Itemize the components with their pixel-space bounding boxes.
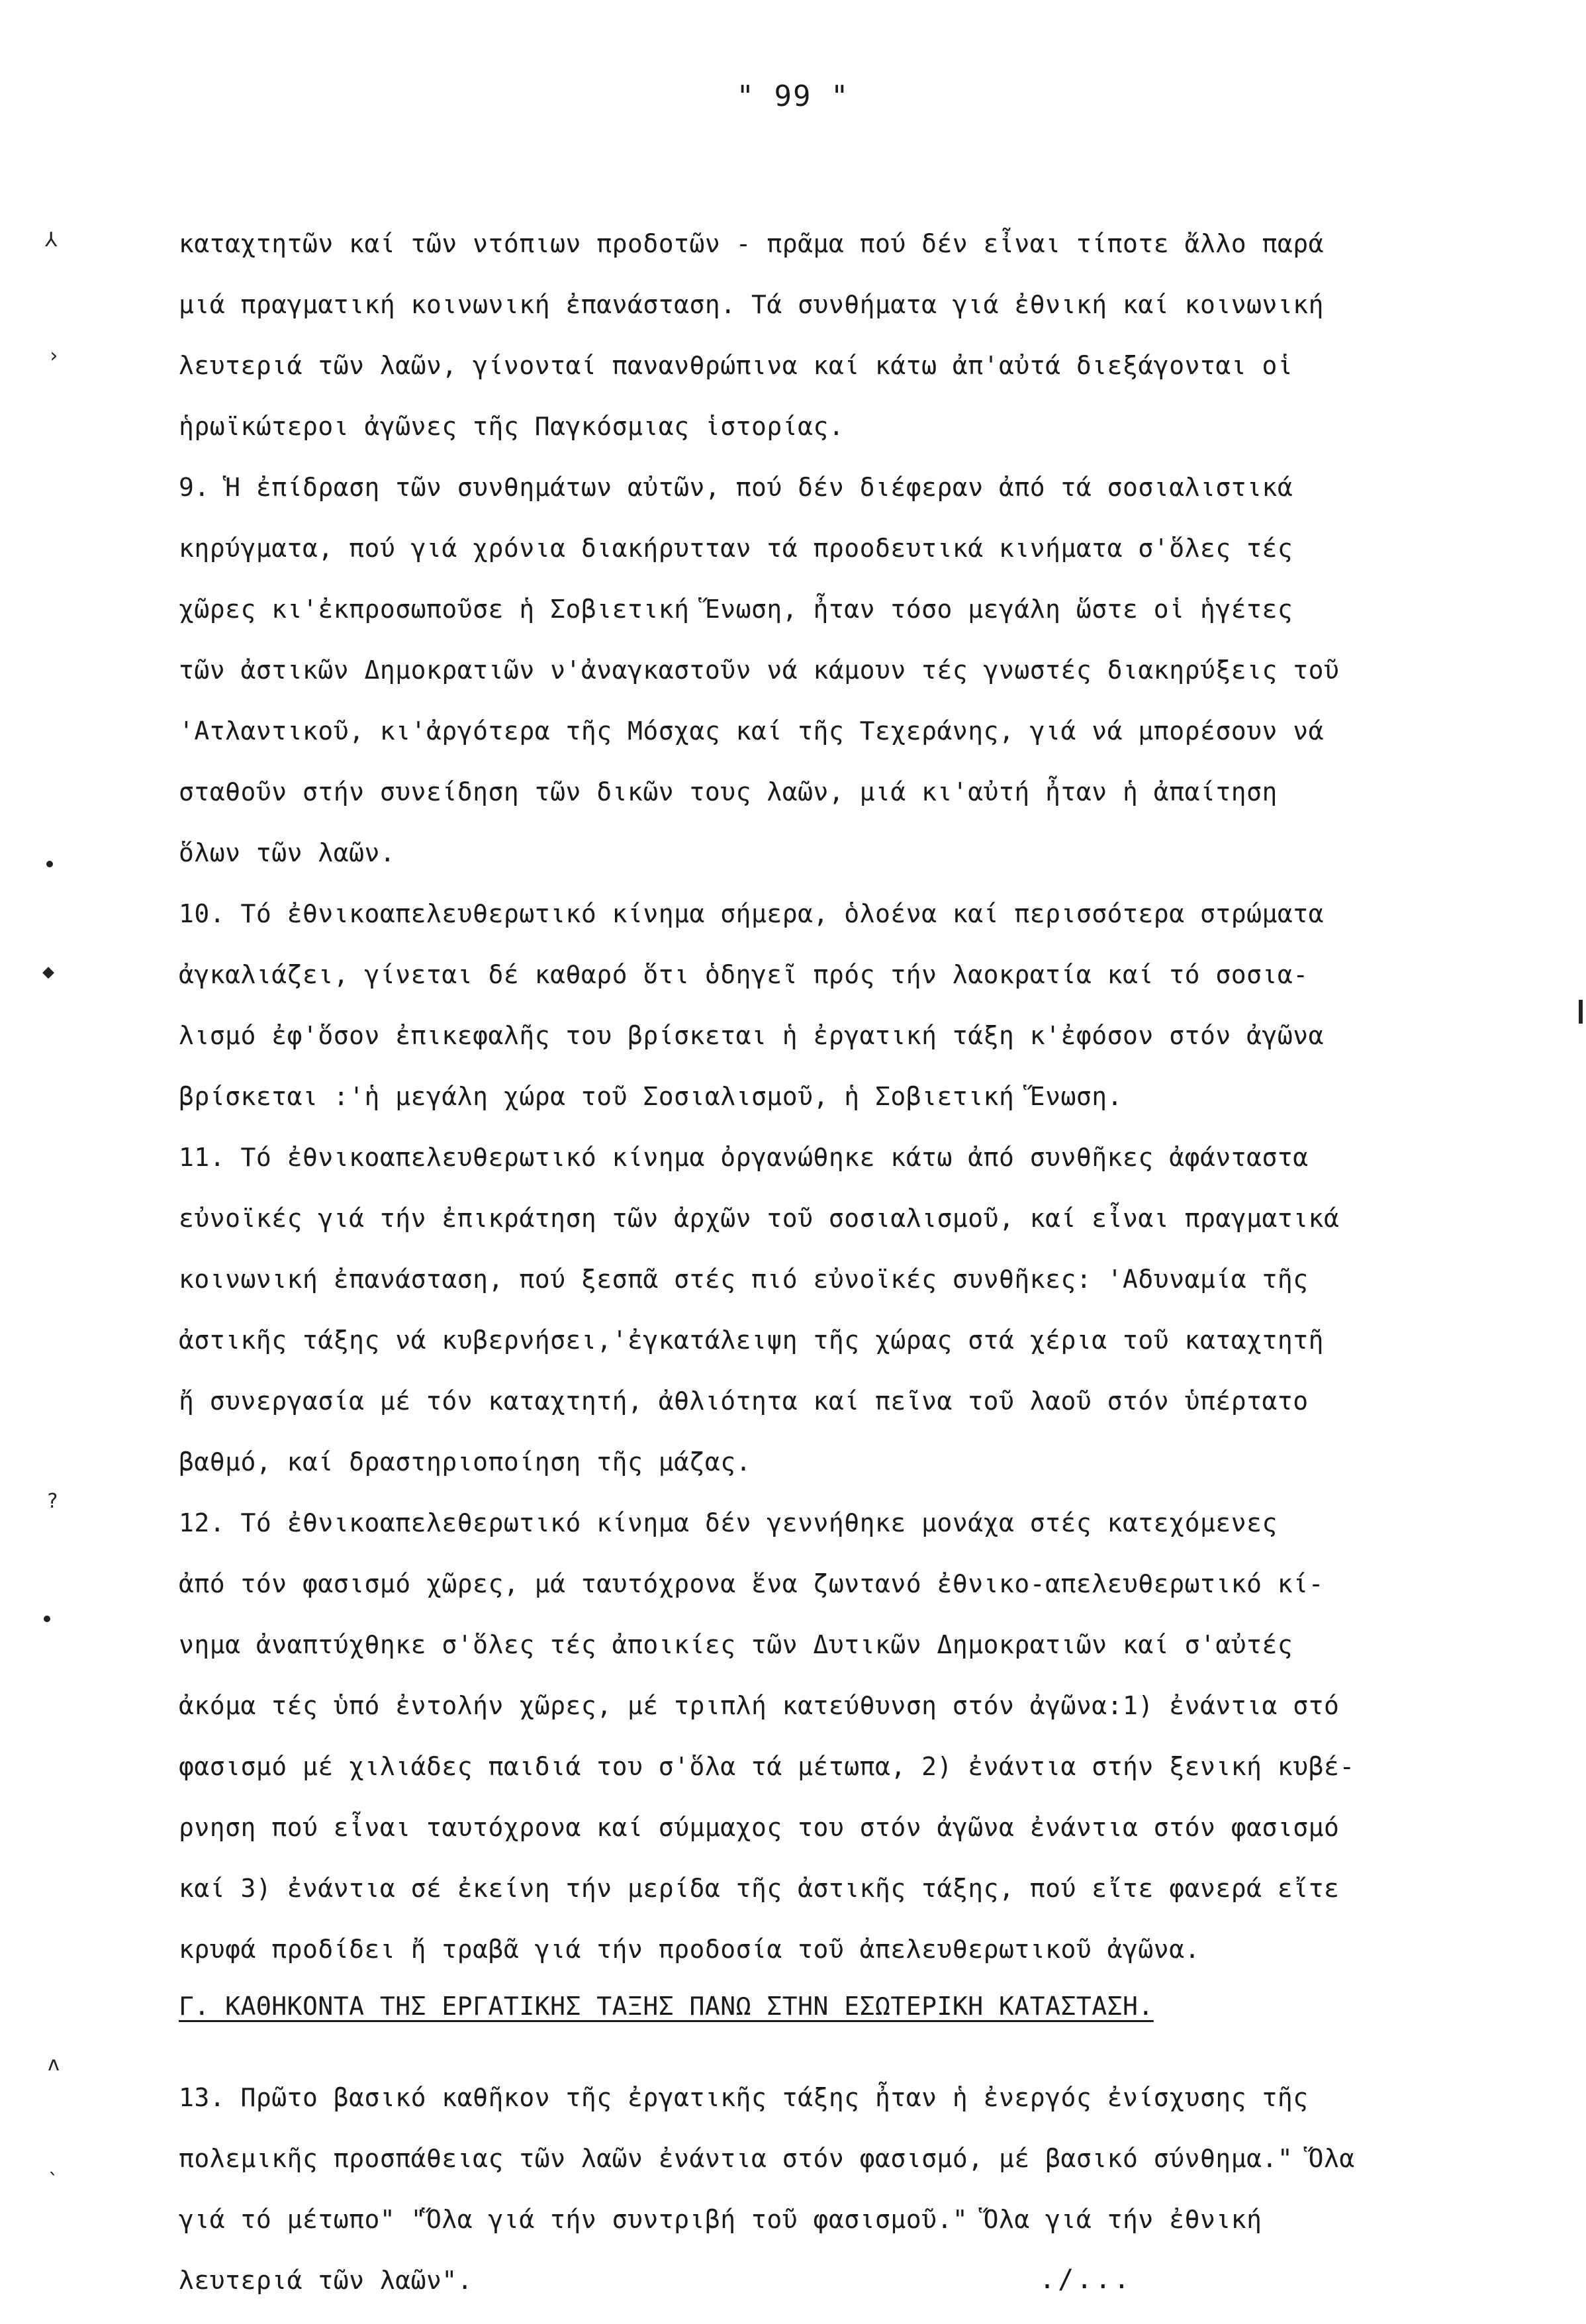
text-line: κηρύγματα, πού γιά χρόνια διακήρυτταν τά προοδευτικά κινήματα σ'ὅλες τές [179, 534, 1293, 563]
margin-mark: ? [46, 1490, 59, 1513]
continuation-mark: ./... [1039, 2264, 1133, 2295]
text-line: σταθοῦν στήν συνείδηση τῶν δικῶν τους λαῶν, μιά κι'αὐτή ἦταν ἡ ἀπαίτηση [179, 777, 1278, 806]
text-line: εὐνοϊκές γιά τήν ἐπικράτηση τῶν ἀρχῶν τοῦ σοσιαλισμοῦ, καί εἶναι πραγματικά [179, 1204, 1340, 1233]
text-line: καί 3) ἐνάντια σέ ἐκείνη τήν μερίδα τῆς ἀστικῆς τάξης, πού εἴτε φανερά εἴτε [179, 1874, 1340, 1903]
margin-mark: ◆ [42, 960, 55, 983]
margin-mark: › [48, 344, 60, 367]
text-line: 'Ατλαντικοῦ, κι'ἀργότερα τῆς Μόσχας καί τῆς Τεχεράνης, γιά νά μπορέσουν νά [179, 716, 1324, 746]
text-line: 10. Τό ἐθνικοαπελευθερωτικό κίνημα σήμερα, ὁλοένα καί περισσότερα στρώματα [179, 899, 1324, 928]
text-line: ἀπό τόν φασισμό χῶρες, μά ταυτόχρονα ἕνα ζωντανό ἐθνικο-απελευθερωτικό κί- [179, 1569, 1324, 1598]
text-line: βρίσκεται :'ἡ μεγάλη χώρα τοῦ Σοσιαλισμοῦ, ἡ Σοβιετική Ἕνωση. [179, 1082, 1123, 1111]
text-line: ἤ συνεργασία μέ τόν καταχτητή, ἀθλιότητα καί πεῖνα τοῦ λαοῦ στόν ὑπέρτατο [179, 1386, 1309, 1416]
text-line: κρυφά προδίδει ἤ τραβᾶ γιά τήν προδοσία τοῦ ἀπελευθερωτικοῦ ἀγῶνα. [179, 1935, 1200, 1964]
spacer [179, 2041, 1503, 2067]
margin-mark: ˎ [46, 2152, 59, 2175]
text-line: χῶρες κι'ἐκπροσωποῦσε ἡ Σοβιετική Ἕνωση, ἦταν τόσο μεγάλη ὥστε οἱ ἡγέτες [179, 595, 1293, 624]
page-number: " 99 " [736, 79, 850, 113]
margin-mark: ʌ [48, 2053, 60, 2076]
text-line: κοινωνική ἐπανάσταση, πού ξεσπᾶ στές πιό εὐνοϊκές συνθῆκες: 'Αδυναμία τῆς [179, 1265, 1309, 1294]
text-line: λευτεριά τῶν λαῶν, γίνονταί πανανθρώπινα καί κάτω ἀπ'αὐτά διεξάγονται οἱ [179, 351, 1293, 380]
text-line: 13. Πρῶτο βασικό καθῆκον τῆς ἐργατικῆς τάξης ἦταν ἡ ἐνεργός ἐνίσχυσης τῆς [179, 2083, 1309, 2112]
text-line: τῶν ἀστικῶν Δημοκρατιῶν ν'ἀναγκαστοῦν νά κάμουν τές γνωστές διακηρύξεις τοῦ [179, 655, 1340, 685]
text-line: 9. Ἡ ἐπίδραση τῶν συνθημάτων αὐτῶν, πού δέν διέφεραν ἀπό τά σοσιαλιστικά [179, 473, 1293, 502]
text-line: μιά πραγματική κοινωνική ἐπανάσταση. Τά συνθήματα γιά ἐθνική καί κοινωνική [179, 290, 1324, 319]
text-line: ρνηση πού εἶναι ταυτόχρονα καί σύμμαχος του στόν ἀγῶνα ἐνάντια στόν φασισμό [179, 1813, 1340, 1842]
text-line: γιά τό μέτωπο" "Ὅλα γιά τήν συντριβή τοῦ φασισμοῦ." Ὅλα γιά τήν ἐθνική [179, 2205, 1262, 2234]
document-body [179, 213, 1503, 2311]
margin-mark: ⅄ [45, 228, 58, 252]
text-line: ἀστικῆς τάξης νά κυβερνήσει,'ἐγκατάλειψη τῆς χώρας στά χέρια τοῦ καταχτητῆ [179, 1326, 1324, 1355]
text-line: νημα ἀναπτύχθηκε σ'ὅλες τές ἀποικίες τῶν Δυτικῶν Δημοκρατιῶν καί σ'αὐτές [179, 1630, 1293, 1659]
text-line: 12. Τό ἐθνικοαπελεθερωτικό κίνημα δέν γεννήθηκε μονάχα στές κατεχόμενες [179, 1508, 1278, 1537]
margin-dot [44, 1616, 50, 1622]
text-line: βαθμό, καί δραστηριοποίηση τῆς μάζας. [179, 1447, 751, 1477]
margin-bar [1579, 1000, 1583, 1024]
text-line: 11. Τό ἐθνικοαπελευθερωτικό κίνημα ὀργανώθηκε κάτω ἀπό συνθῆκες ἀφάνταστα [179, 1143, 1309, 1172]
text-line: λισμό ἐφ'ὅσον ἐπικεφαλῆς του βρίσκεται ἡ ἐργατική τάξη κ'ἐφόσον στόν ἀγῶνα [179, 1021, 1324, 1050]
text-line: καταχτητῶν καί τῶν ντόπιων προδοτῶν - πρᾶμα πού δέν εἶναι τίποτε ἄλλο παρά [179, 229, 1324, 258]
section-heading: Γ. ΚΑΘΗΚΟΝΤΑ ΤΗΣ ΕΡΓΑΤΙΚΗΣ ΤΑΞΗΣ ΠΑΝΩ ΣΤΗΝ ΕΣΩΤΕΡΙΚΗ ΚΑΤΑΣΤΑΣΗ. [179, 1992, 1154, 2021]
text-line: ἀκόμα τές ὑπό ἐντολήν χῶρες, μέ τριπλή κατεύθυνση στόν ἀγῶνα:1) ἐνάντια στό [179, 1691, 1340, 1720]
text-line: ἡρωϊκώτεροι ἀγῶνες τῆς Παγκόσμιας ἱστορίας. [179, 412, 845, 441]
text-line: λευτεριά τῶν λαῶν". [179, 2266, 473, 2295]
text-line: φασισμό μέ χιλιάδες παιδιά του σ'ὅλα τά μέτωπα, 2) ἐνάντια στήν ξενική κυβέ- [179, 1752, 1355, 1781]
text-line: ὅλων τῶν λαῶν. [179, 838, 396, 867]
text-line: πολεμικῆς προσπάθειας τῶν λαῶν ἐνάντια στόν φασισμό, μέ βασικό σύνθημα." Ὅλα [179, 2144, 1355, 2173]
margin-dot [46, 861, 53, 867]
text-line: ἀγκαλιάζει, γίνεται δέ καθαρό ὅτι ὁδηγεῖ πρός τήν λαοκρατία καί τό σοσια- [179, 960, 1309, 989]
